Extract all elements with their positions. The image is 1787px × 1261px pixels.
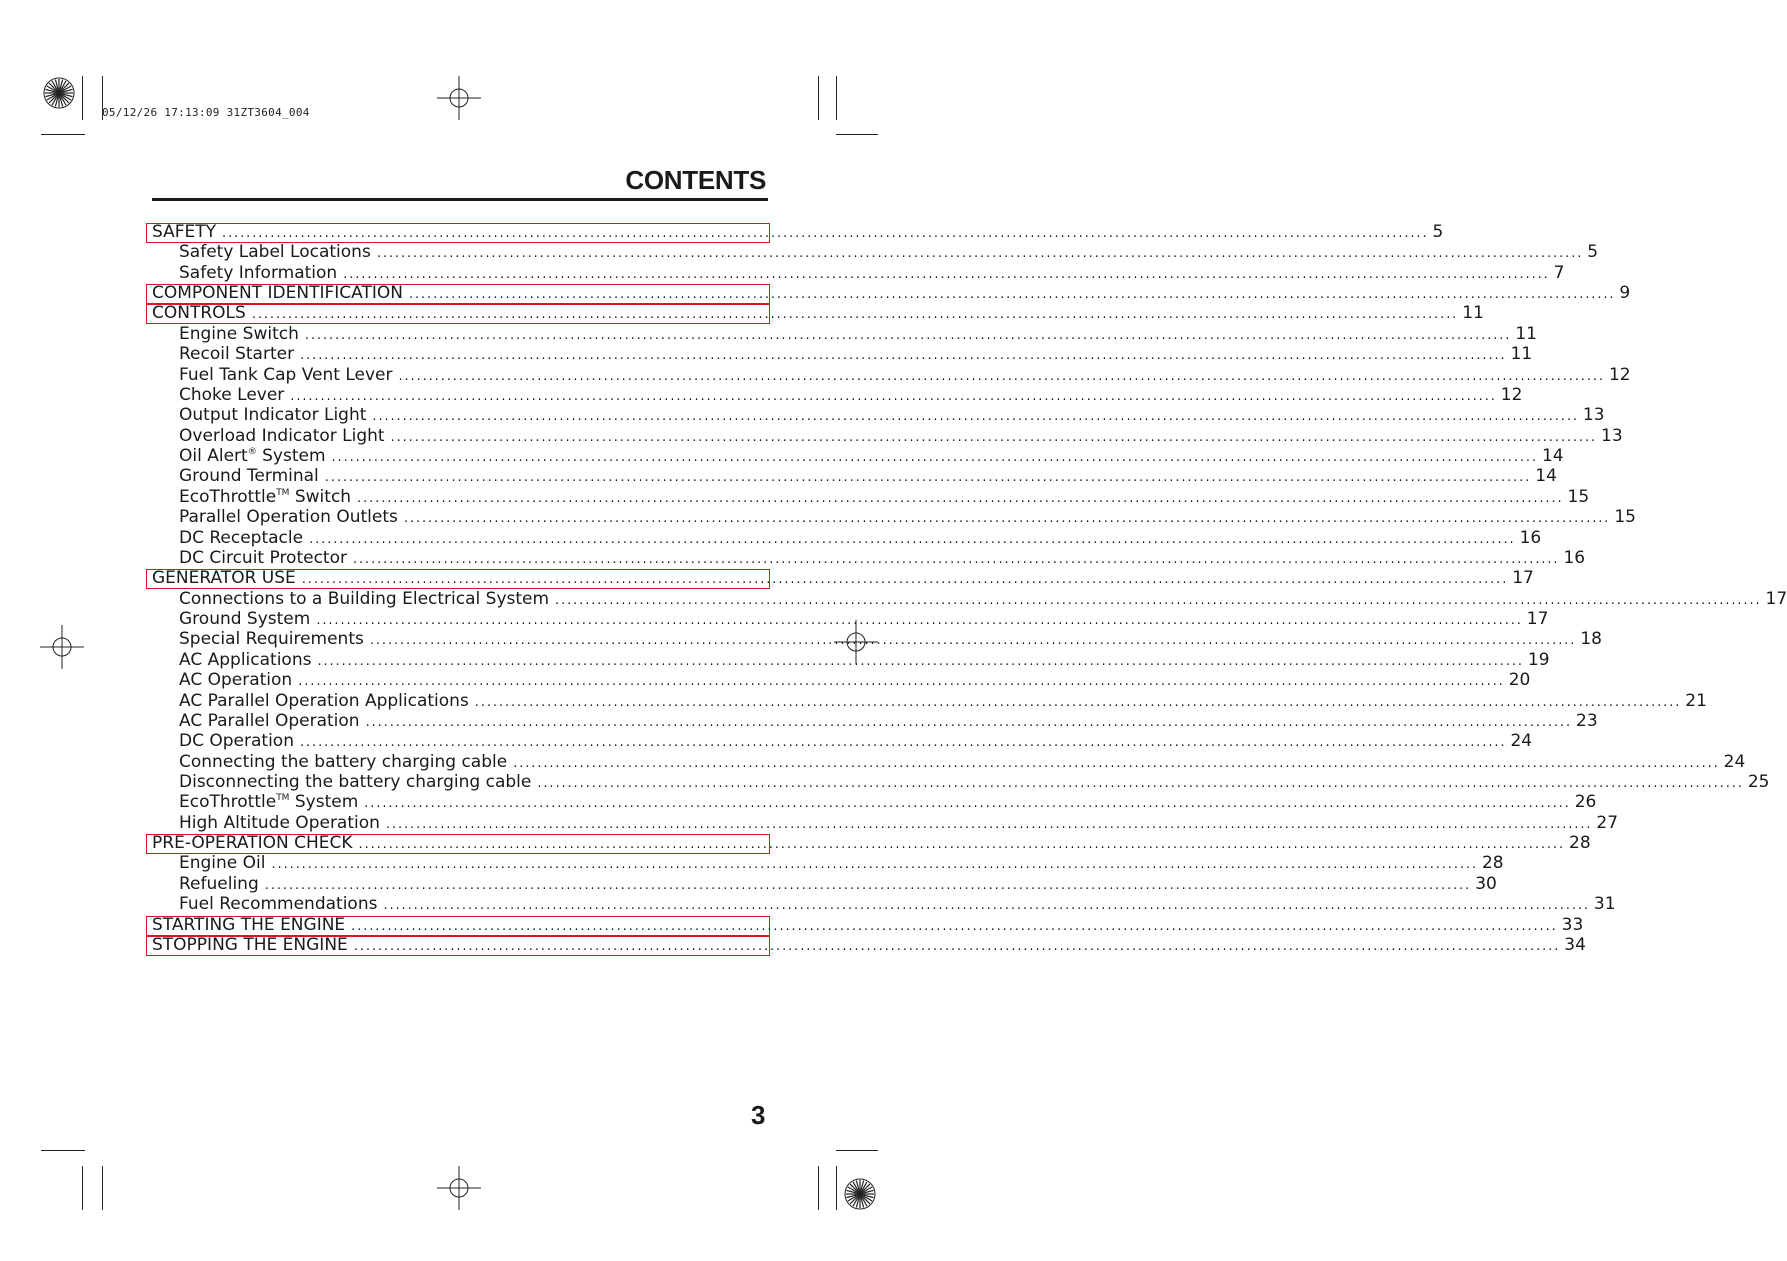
toc-subsection-entry[interactable] [179,548,1586,568]
toc-page-number: 28 [1481,853,1504,873]
toc-entry-title: Refueling [179,874,259,894]
toc-subsection-entry[interactable] [179,792,1597,812]
toc-entry-label [179,792,364,812]
dot-leader: ........................................................................................................................................................................................................ [390,430,1598,445]
toc-entry-label [179,426,391,446]
dot-leader: ........................................................................................................................................................................................................ [383,898,1590,913]
toc-entry-label [179,772,537,792]
toc-page-number: 14 [1541,446,1564,466]
toc-subsection-entry[interactable] [179,528,1542,548]
toc-entry-label [152,568,302,588]
toc-page-number: 16 [1563,548,1586,568]
toc-page-number: 15 [1567,487,1590,507]
dot-leader: ........................................................................................................................................................................................................ [317,654,1524,669]
toc-entry-label [179,813,386,833]
toc-section-entry[interactable] [152,283,1631,303]
toc-page-number: 27 [1596,813,1619,833]
toc-entry-label [179,874,265,894]
toc-subsection-entry[interactable] [179,405,1605,425]
toc-entry-label [179,242,377,262]
toc-page-number: 5 [1587,242,1599,262]
toc-entry-label [179,405,372,425]
dot-leader: ........................................................................................................................................................................................................ [385,817,1593,832]
toc-entry-label [152,222,222,242]
dot-leader: ........................................................................................................................................................................................................ [403,511,1611,526]
toc-entry-title: Engine Oil [179,853,266,873]
toc-subsection-entry[interactable] [179,609,1549,629]
toc-entry-label [179,344,300,364]
toc-page-number: 24 [1723,752,1746,772]
toc-entry-title: Choke Lever [179,385,285,405]
toc-subsection-entry[interactable] [179,731,1533,751]
dot-leader: ........................................................................................................................................................................................................ [369,633,1577,648]
dot-leader: ........................................................................................................................................................................................................ [309,532,1516,547]
toc-subsection-entry[interactable] [179,385,1523,405]
toc-entry-title-suffix: System [256,446,326,466]
dot-leader: ........................................................................................................................................................................................................ [331,450,1538,465]
toc-entry-title: SAFETY [152,222,217,242]
toc-page-number: 23 [1576,711,1598,731]
toc-entry-title: CONTROLS [152,303,246,323]
toc-page-number: 26 [1574,792,1597,812]
dot-leader: ........................................................................................................................................................................................................ [251,307,1459,322]
toc-entry-title: EcoThrottle [179,792,277,812]
dot-leader: ........................................................................................................................................................................................................ [290,389,1497,404]
toc-entry-label [179,650,317,670]
crop-mark [41,1150,85,1151]
toc-entry-label [179,853,272,873]
dot-leader: ........................................................................................................................................................................................................ [537,776,1744,791]
toc-section-entry[interactable] [152,935,1586,955]
registration-crosshair-icon [40,625,84,669]
toc-entry-title: Safety Information [179,263,338,283]
toc-subsection-entry[interactable] [179,853,1504,873]
toc-entry-title: Parallel Operation Outlets [179,507,398,527]
trademark-mark: ® [247,447,257,457]
toc-entry-label [179,752,513,772]
toc-entry-title: High Altitude Operation [179,813,380,833]
toc-page-number: 30 [1475,874,1497,894]
dot-leader: ........................................................................................................................................................................................................ [364,796,1571,811]
dot-leader: ........................................................................................................................................................................................................ [513,756,1720,771]
dot-leader: ........................................................................................................................................................................................................ [372,409,1579,424]
toc-entry-label [179,507,404,527]
toc-page-number: 17 [1765,589,1787,609]
toc-subsection-entry[interactable] [179,894,1616,914]
toc-entry-title: Fuel Tank Cap Vent Lever [179,365,393,385]
toc-page-number: 25 [1747,772,1770,792]
trademark-mark: TM [276,488,290,498]
toc-entry-title: Ground System [179,609,311,629]
toc-entry-label [179,365,398,385]
toc-entry-title: EcoThrottle [179,487,277,507]
toc-entry-title-suffix: System [289,792,359,812]
dot-leader: ........................................................................................................................................................................................................ [300,348,1507,363]
dot-leader: ........................................................................................................................................................................................................ [299,735,1507,750]
crop-mark [836,134,878,135]
toc-entry-title: Connections to a Building Electrical System [179,589,550,609]
dot-leader: ........................................................................................................................................................................................................ [353,939,1561,954]
toc-page-number: 13 [1601,426,1623,446]
registration-sunburst-icon [42,76,76,110]
dot-leader: ........................................................................................................................................................................................................ [222,226,1429,241]
crop-mark [836,1150,878,1151]
toc-page-number: 11 [1515,324,1537,344]
dot-leader: ........................................................................................................................................................................................................ [351,919,1558,934]
toc-page-number: 11 [1462,303,1484,323]
toc-entry-label [179,446,332,466]
toc-entry-label [179,324,305,344]
toc-subsection-entry[interactable] [179,629,1602,649]
toc-subsection-entry[interactable] [179,324,1537,344]
toc-page-number: 9 [1619,283,1631,303]
dot-leader: ........................................................................................................................................................................................................ [357,491,1564,506]
toc-entry-label [152,915,351,935]
toc-page-number: 33 [1561,915,1584,935]
toc-entry-title-suffix: Switch [289,487,352,507]
toc-subsection-entry[interactable] [179,426,1623,446]
toc-page-number: 14 [1535,466,1557,486]
toc-entry-title: DC Operation [179,731,294,751]
toc-section-entry[interactable] [152,833,1591,853]
toc-page-number: 21 [1685,691,1707,711]
crop-mark [82,1166,83,1210]
dot-leader: ........................................................................................................................................................................................................ [474,695,1682,710]
toc-page-number: 12 [1608,365,1631,385]
toc-entry-title: AC Parallel Operation Applications [179,691,469,711]
toc-entry-title: STARTING THE ENGINE [152,915,346,935]
toc-entry-label [179,263,343,283]
registration-crosshair-icon [437,76,481,120]
toc-entry-title: Disconnecting the battery charging cable [179,772,532,792]
toc-entry-label [179,670,298,690]
toc-entry-title: AC Parallel Operation [179,711,360,731]
dot-leader: ........................................................................................................................................................................................................ [316,613,1523,628]
dot-leader: ........................................................................................................................................................................................................ [304,328,1512,343]
toc-page-number: 28 [1569,833,1591,853]
toc-entry-title: GENERATOR USE [152,568,296,588]
toc-subsection-entry[interactable] [179,650,1550,670]
toc-subsection-entry[interactable] [179,691,1707,711]
dot-leader: ........................................................................................................................................................................................................ [398,369,1605,384]
dot-leader: ........................................................................................................................................................................................................ [271,857,1478,872]
crop-mark [102,1166,103,1210]
dot-leader: ........................................................................................................................................................................................................ [298,674,1505,689]
toc-page-number: 31 [1593,894,1616,914]
toc-page-number: 18 [1580,629,1602,649]
toc-entry-label [152,935,354,955]
toc-entry-label [179,466,325,486]
toc-entry-title: Engine Switch [179,324,299,344]
crop-mark [82,76,83,120]
toc-subsection-entry[interactable] [179,466,1557,486]
toc-entry-label [152,283,409,303]
dot-leader: ........................................................................................................................................................................................................ [324,470,1532,485]
dot-leader: ........................................................................................................................................................................................................ [343,267,1550,282]
print-slug: 05/12/26 17:13:09 31ZT3604_004 [102,106,310,119]
toc-page-number: 24 [1510,731,1533,751]
toc-subsection-entry[interactable] [179,507,1636,527]
toc-page-number: 17 [1526,609,1549,629]
toc-entry-title: DC Receptacle [179,528,304,548]
toc-subsection-entry[interactable] [179,365,1631,385]
toc-entry-label [152,833,359,853]
toc-entry-label [152,303,252,323]
toc-page-number: 11 [1510,344,1533,364]
toc-entry-label [179,609,316,629]
toc-page-number: 13 [1582,405,1605,425]
toc-entry-label [179,528,309,548]
toc-entry-label [179,691,475,711]
toc-subsection-entry[interactable] [179,487,1590,507]
toc-entry-title: AC Operation [179,670,293,690]
toc-subsection-entry[interactable] [179,242,1599,262]
crop-mark [836,1166,837,1210]
dot-leader: ........................................................................................................................................................................................................ [264,878,1472,893]
toc-subsection-entry[interactable] [179,813,1619,833]
toc-page-number: 19 [1527,650,1550,670]
crop-mark [836,76,837,120]
toc-subsection-entry[interactable] [179,670,1531,690]
page-number: 3 [751,1100,766,1130]
toc-entry-label [179,385,290,405]
toc-entry-label [179,487,357,507]
toc-entry-label [179,711,366,731]
title-rule [152,198,768,201]
toc-entry-title: Safety Label Locations [179,242,371,262]
toc-entry-title: Recoil Starter [179,344,295,364]
toc-entry-title: Oil Alert [179,446,248,466]
registration-crosshair-icon [437,1166,481,1210]
toc-section-entry[interactable] [152,915,1584,935]
toc-entry-title: PRE-OPERATION CHECK [152,833,353,853]
crop-mark [41,134,85,135]
toc-entry-title: Overload Indicator Light [179,426,385,446]
trademark-mark: TM [276,793,290,803]
toc-subsection-entry[interactable] [179,589,1787,609]
toc-page-number: 20 [1508,670,1531,690]
toc-entry-title: STOPPING THE ENGINE [152,935,348,955]
toc-entry-label [179,894,383,914]
dot-leader: ........................................................................................................................................................................................................ [301,572,1509,587]
toc-entry-label [179,548,353,568]
toc-entry-title: Connecting the battery charging cable [179,752,508,772]
toc-section-entry[interactable] [152,568,1534,588]
toc-page-number: 7 [1553,263,1565,283]
toc-entry-title: Special Requirements [179,629,364,649]
toc-section-entry[interactable] [152,303,1484,323]
toc-entry-label [179,629,370,649]
toc-page-number: 34 [1564,935,1586,955]
toc-entry-title: Output Indicator Light [179,405,367,425]
toc-subsection-entry[interactable] [179,344,1533,364]
dot-leader: ........................................................................................................................................................................................................ [365,715,1573,730]
toc-subsection-entry[interactable] [179,752,1746,772]
toc-subsection-entry[interactable] [179,263,1565,283]
toc-page-number: 12 [1500,385,1523,405]
toc-subsection-entry[interactable] [179,446,1564,466]
dot-leader: ........................................................................................................................................................................................................ [408,287,1616,302]
crop-mark [818,76,819,120]
dot-leader: ........................................................................................................................................................................................................ [555,593,1762,608]
dot-leader: ........................................................................................................................................................................................................ [358,837,1565,852]
toc-entry-title: DC Circuit Protector [179,548,347,568]
toc-subsection-entry[interactable] [179,874,1497,894]
toc-entry-title: AC Applications [179,650,312,670]
dot-leader: ........................................................................................................................................................................................................ [352,552,1560,567]
toc-page-number: 17 [1512,568,1534,588]
page-title: CONTENTS [625,165,766,195]
registration-sunburst-icon [843,1177,877,1211]
toc-entry-title: COMPONENT IDENTIFICATION [152,283,403,303]
toc-page-number: 16 [1519,528,1542,548]
toc-entry-title: Ground Terminal [179,466,319,486]
toc-subsection-entry[interactable] [179,772,1770,792]
toc-entry-title: Fuel Recommendations [179,894,378,914]
dot-leader: ........................................................................................................................................................................................................ [376,246,1584,261]
toc-section-entry[interactable] [152,222,1444,242]
crop-mark [818,1166,819,1210]
toc-page-number: 15 [1614,507,1636,527]
toc-page-number: 5 [1432,222,1444,242]
toc-entry-label [179,731,300,751]
toc-subsection-entry[interactable] [179,711,1598,731]
toc-entry-label [179,589,555,609]
